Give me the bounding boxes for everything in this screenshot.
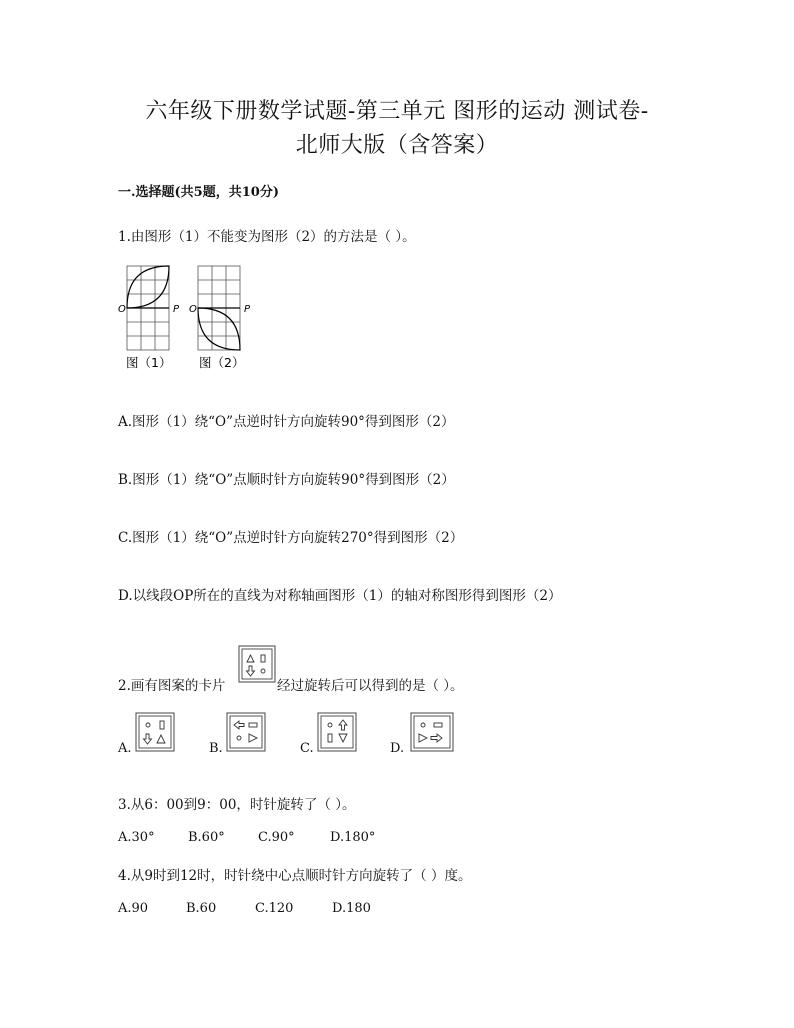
q2-card-original bbox=[238, 645, 276, 683]
q2-stem-before: 2.画有图案的卡片 bbox=[118, 678, 226, 694]
document-title-line1: 六年级下册数学试题-第三单元 图形的运动 测试卷- bbox=[145, 99, 649, 124]
q2-option-a-label[interactable]: A. bbox=[118, 741, 132, 756]
figure2-shape bbox=[198, 308, 240, 350]
figure2-label-p: P bbox=[244, 304, 251, 315]
figure1-label-o: O bbox=[118, 304, 126, 315]
q2-option-b-label[interactable]: B. bbox=[209, 741, 223, 756]
q3-option-b[interactable]: B.60° bbox=[188, 830, 225, 845]
q2-option-d-card[interactable] bbox=[410, 712, 454, 752]
figure1-shape bbox=[127, 266, 169, 308]
section-heading: 一.选择题(共5题，共10分) bbox=[118, 185, 279, 200]
q1-option-a[interactable]: A.图形（1）绕“O”点逆时针方向旋转90°得到图形（2） bbox=[118, 414, 455, 430]
figure2-caption: 图（2） bbox=[199, 355, 245, 370]
q2-option-b-card[interactable] bbox=[226, 712, 266, 752]
q4-option-c[interactable]: C.120 bbox=[255, 901, 294, 916]
q2-option-d-label[interactable]: D. bbox=[390, 741, 405, 756]
q3-stem: 3.从6：00到9：00，时针旋转了（ ）。 bbox=[118, 797, 356, 813]
q3-option-c[interactable]: C.90° bbox=[258, 830, 295, 845]
q4-option-d[interactable]: D.180 bbox=[332, 901, 371, 916]
q1-figures bbox=[112, 262, 262, 374]
q2-option-a-card[interactable] bbox=[135, 712, 175, 752]
q2-stem-after: 经过旋转后可以得到的是（ ）。 bbox=[277, 678, 464, 694]
figure2-label-o: O bbox=[189, 304, 197, 315]
q3-option-a[interactable]: A.30° bbox=[118, 830, 155, 845]
q2-option-c-card[interactable] bbox=[317, 712, 357, 752]
q1-option-b[interactable]: B.图形（1）绕“O”点顺时针方向旋转90°得到图形（2） bbox=[118, 472, 455, 488]
q4-option-b[interactable]: B.60 bbox=[186, 901, 217, 916]
q4-stem: 4.从9时到12时，时针绕中心点顺时针方向旋转了（ ）度。 bbox=[118, 868, 472, 884]
q2-option-c-label[interactable]: C. bbox=[300, 741, 314, 756]
document-title-line2: 北师大版（含答案） bbox=[295, 133, 499, 158]
q1-option-c[interactable]: C.图形（1）绕“O”点逆时针方向旋转270°得到图形（2） bbox=[118, 530, 464, 546]
figure1-label-p: P bbox=[173, 304, 180, 315]
q4-option-a[interactable]: A.90 bbox=[118, 901, 149, 916]
figure1-caption: 图（1） bbox=[126, 355, 172, 370]
q1-option-d[interactable]: D.以线段OP所在的直线为对称轴画图形（1）的轴对称图形得到图形（2） bbox=[118, 588, 562, 604]
q3-option-d[interactable]: D.180° bbox=[330, 830, 376, 845]
q1-stem: 1.由图形（1）不能变为图形（2）的方法是（ ）。 bbox=[118, 229, 416, 245]
